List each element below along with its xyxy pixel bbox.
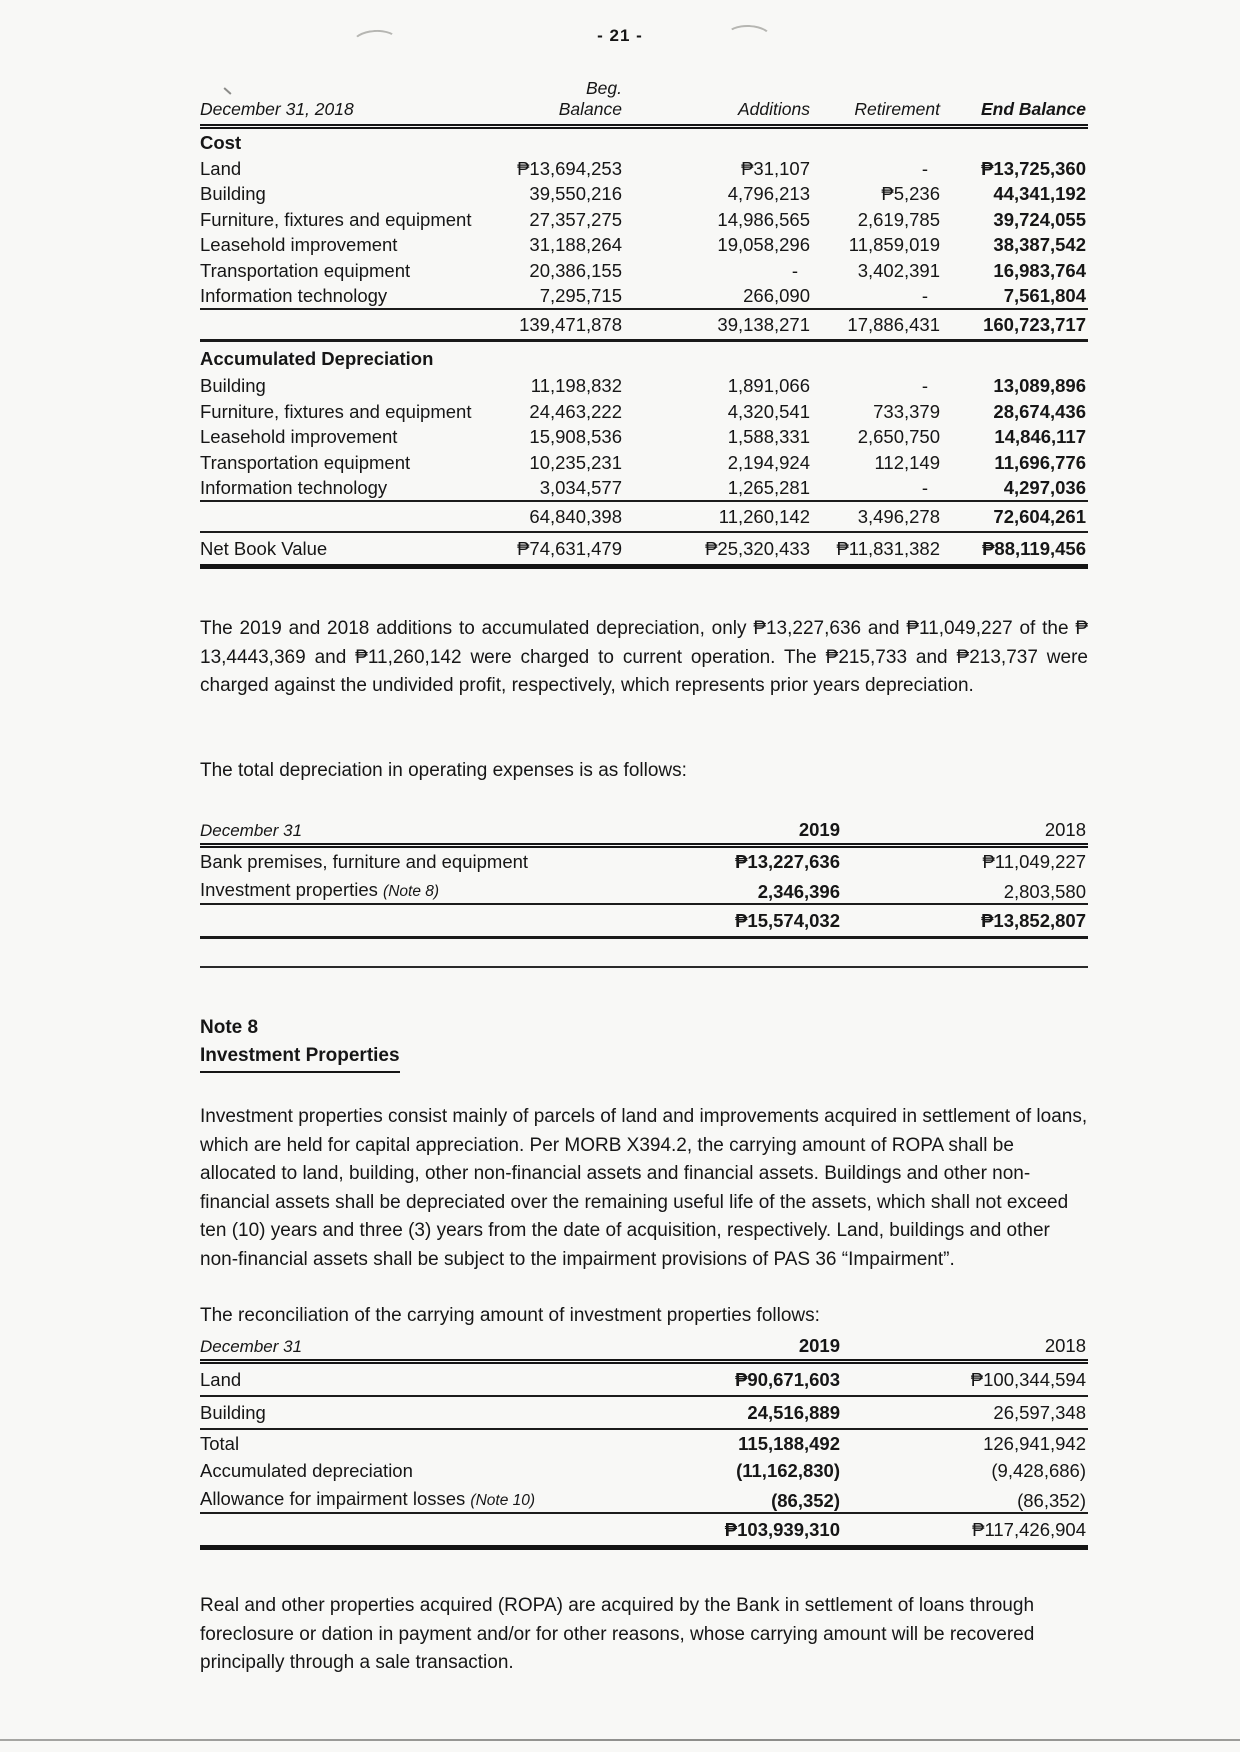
beg-balance-total: 139,471,878 <box>519 314 622 336</box>
beg-balance-value: 10,235,231 <box>529 451 622 473</box>
table-row <box>200 475 1088 500</box>
note-reference: (Note 10) <box>470 1491 536 1509</box>
end-balance-value: 4,297,036 <box>1003 476 1086 498</box>
section-title-label: Cost <box>200 132 242 153</box>
beg-balance-value: ₱74,631,479 <box>517 538 622 560</box>
retirement-value: 112,149 <box>874 451 940 473</box>
additions-value: 4,796,213 <box>727 183 810 205</box>
value-2019: 115,188,492 <box>738 1432 840 1454</box>
retirement-value: - <box>921 375 928 397</box>
table-row <box>200 1397 1088 1430</box>
table-row <box>200 399 1088 424</box>
column-header-2019: 2019 <box>798 1334 840 1356</box>
retirement-value: ₱5,236 <box>881 183 940 205</box>
additions-total: 39,138,271 <box>717 314 810 336</box>
retirement-value: ₱11,831,382 <box>836 538 940 560</box>
table-row <box>200 156 1088 181</box>
row-label: Leasehold improvement <box>200 426 398 448</box>
column-header-retirement: Retirement <box>854 99 940 119</box>
section-title-cost <box>200 129 1088 156</box>
ropa-paragraph: Real and other properties acquired (ROPA) are acquired by the Bank in settlement of loans through foreclosure or dation in payment and/or for other reasons, whose carrying amount will be recovered principally through a sale transaction. <box>200 1595 1035 1674</box>
net-book-value-row <box>200 533 1088 569</box>
ppe-rollforward-table <box>200 78 1088 569</box>
row-label: Building <box>200 375 266 397</box>
additions-value: ₱31,107 <box>741 158 810 179</box>
value-2018: 2,803,580 <box>1003 880 1086 902</box>
cost-total-row <box>200 310 1088 342</box>
table-header-row <box>200 819 1088 848</box>
additions-value: 4,320,541 <box>727 400 810 422</box>
row-label: Bank premises, furniture and equipment <box>200 851 529 873</box>
table-row <box>200 373 1088 398</box>
column-header-additions: Additions <box>738 99 810 119</box>
table-row <box>200 450 1088 475</box>
row-label: Furniture, fixtures and equipment <box>200 208 472 230</box>
value-2018: (86,352) <box>1017 1489 1086 1511</box>
retirement-total: 3,496,278 <box>857 506 940 528</box>
row-label: Total <box>200 1432 240 1454</box>
row-label: Accumulated depreciation <box>200 1460 413 1482</box>
note8-paragraph: Investment properties consist mainly of parcels of land and improvements acquired in settlement of loans, which are held for capital appreciation. Per MORB X394.2, the carrying amount of ROPA shall be allocated to land, building, other non-financial assets and financial assets. Buildings and other non-financial assets shall be depreciated over the remaining useful life of the assets, which shall not exceed ten (10) years and three (3) years from the date of acquisition, respectively. Land, buildings and other non-financial assets shall be subject to the impairment provisions of PAS 36 “Impairment”. <box>200 1106 1088 1270</box>
end-balance-value: 38,387,542 <box>993 234 1086 256</box>
note8-heading <box>200 1014 1088 1073</box>
beg-balance-value: ₱13,694,253 <box>517 158 622 179</box>
end-balance-value: 13,089,896 <box>993 375 1086 397</box>
beg-balance-value: 20,386,155 <box>529 259 622 281</box>
table-row <box>200 207 1088 232</box>
table-row <box>200 1364 1088 1397</box>
value-2019: ₱13,227,636 <box>735 851 840 873</box>
column-header-2019: 2019 <box>798 819 840 841</box>
table-row <box>200 1430 1088 1458</box>
beg-balance-value: 24,463,222 <box>529 400 622 422</box>
column-header-end-balance: End Balance <box>980 99 1086 119</box>
accumulated-depreciation-total-row <box>200 502 1088 533</box>
row-label <box>200 876 580 906</box>
column-header-date: December 31 <box>200 821 303 841</box>
value-2018: 26,597,348 <box>993 1401 1086 1423</box>
row-label: Building <box>200 183 266 205</box>
additions-value: 19,058,296 <box>717 234 810 256</box>
retirement-value: - <box>921 158 928 179</box>
beg-balance-value: 31,188,264 <box>529 234 622 256</box>
retirement-value: 3,402,391 <box>857 259 940 281</box>
end-balance-value: ₱88,119,456 <box>982 538 1086 560</box>
total-2019: ₱15,574,032 <box>735 910 840 932</box>
page-number: - 21 - <box>597 26 643 45</box>
value-2018: 126,941,942 <box>983 1432 1086 1454</box>
total-2019: ₱103,939,310 <box>724 1519 840 1541</box>
value-2018: ₱100,344,594 <box>970 1368 1086 1390</box>
investment-properties-table <box>200 1335 1088 1551</box>
row-label-text: Investment properties <box>200 878 378 900</box>
row-label: Land <box>200 158 242 179</box>
table-row <box>200 232 1088 257</box>
value-2019: 2,346,396 <box>757 880 840 902</box>
total-depreciation-intro: The total depreciation in operating expenses is as follows: <box>200 759 687 781</box>
row-label: Leasehold improvement <box>200 234 398 256</box>
row-label <box>200 1485 580 1515</box>
reconciliation-intro: The reconciliation of the carrying amount of investment properties follows: <box>200 1305 820 1327</box>
value-2018: (9,428,686) <box>991 1460 1086 1482</box>
value-2019: (11,162,830) <box>736 1460 840 1482</box>
beg-label-line1: Beg. <box>586 78 622 98</box>
table-row <box>200 1485 1088 1515</box>
row-label: Building <box>200 1401 266 1423</box>
value-2019: ₱90,671,603 <box>735 1368 840 1390</box>
table-header-row <box>200 78 1088 129</box>
column-header-2018: 2018 <box>1044 1334 1086 1356</box>
beg-balance-value: 11,198,832 <box>530 375 622 397</box>
table-row <box>200 424 1088 449</box>
beg-balance-value: 15,908,536 <box>529 426 622 448</box>
additions-value: 1,891,066 <box>727 375 810 397</box>
row-label: Furniture, fixtures and equipment <box>200 400 472 422</box>
beg-balance-value: 39,550,216 <box>529 183 622 205</box>
beg-balance-total: 64,840,398 <box>529 506 622 528</box>
end-balance-value: 11,696,776 <box>994 451 1086 473</box>
end-balance-value: ₱13,725,360 <box>981 158 1086 179</box>
value-2019: (86,352) <box>771 1489 840 1511</box>
end-balance-value: 28,674,436 <box>993 400 1086 422</box>
note8-subtitle: Investment Properties <box>200 1042 400 1073</box>
value-2019: 24,516,889 <box>747 1401 840 1423</box>
page-bottom-scan-line <box>0 1739 1240 1741</box>
retirement-value: 2,650,750 <box>857 426 940 448</box>
depreciation-note-paragraph: The 2019 and 2018 additions to accumulated depreciation, only ₱13,227,636 and ₱11,049,227 of the ₱ 13,4443,369 and ₱11,260,142 were charged to current operation. The ₱215,733 and ₱213,737 were charged against the undivided profit, respectively, which represents prior years depreciation. <box>200 618 1088 697</box>
section-title-accumulated-depreciation <box>200 342 1088 373</box>
row-label: Information technology <box>200 284 388 306</box>
table-row <box>200 1457 1088 1485</box>
total-depreciation-table <box>200 819 1088 939</box>
table-total-row <box>200 905 1088 939</box>
table-row <box>200 848 1088 876</box>
additions-total: 11,260,142 <box>718 506 810 528</box>
table-row <box>200 258 1088 283</box>
additions-value: - <box>791 259 798 281</box>
additions-value: 1,588,331 <box>727 426 810 448</box>
retirement-value: - <box>921 476 928 498</box>
row-label: Information technology <box>200 476 388 498</box>
additions-value: ₱25,320,433 <box>705 538 810 560</box>
end-balance-value: 14,846,117 <box>994 426 1086 448</box>
section-divider-line <box>200 966 1088 968</box>
end-balance-value: 44,341,192 <box>993 183 1086 205</box>
table-total-row <box>200 1514 1088 1550</box>
beg-label-line2: Balance <box>558 99 622 119</box>
beg-balance-value: 27,357,275 <box>529 208 622 230</box>
additions-value: 266,090 <box>743 284 810 306</box>
total-2018: ₱117,426,904 <box>972 1519 1086 1541</box>
column-header-beg-balance <box>480 78 622 120</box>
retirement-value: 733,379 <box>873 400 940 422</box>
page-content <box>200 0 1088 1678</box>
section-title-label: Accumulated Depreciation <box>200 348 434 370</box>
retirement-value: - <box>921 284 928 306</box>
table-row <box>200 283 1088 308</box>
end-balance-total: 72,604,261 <box>993 506 1086 528</box>
end-balance-total: 160,723,717 <box>983 314 1086 336</box>
row-label: Transportation equipment <box>200 259 411 281</box>
value-2018: ₱11,049,227 <box>982 851 1086 873</box>
end-balance-value: 7,561,804 <box>1003 284 1086 306</box>
table-row <box>200 181 1088 206</box>
note-reference: (Note 8) <box>383 882 440 900</box>
beg-balance-value: 3,034,577 <box>539 476 622 498</box>
note8-title: Note 8 <box>200 1017 259 1039</box>
row-label-text: Allowance for impairment losses <box>200 1487 466 1509</box>
cost-rows-group <box>200 156 1088 310</box>
column-header-date: December 31 <box>200 1336 303 1356</box>
additions-value: 14,986,565 <box>717 208 810 230</box>
row-label: Net Book Value <box>200 538 328 560</box>
end-balance-value: 39,724,055 <box>993 208 1086 230</box>
row-label: Transportation equipment <box>200 451 411 473</box>
table-header-row <box>200 1335 1088 1364</box>
beg-balance-value: 7,295,715 <box>539 284 622 306</box>
table-row <box>200 876 1088 906</box>
additions-value: 2,194,924 <box>727 451 810 473</box>
row-label: Land <box>200 1368 242 1390</box>
total-2018: ₱13,852,807 <box>981 910 1086 932</box>
accumulated-depreciation-rows-group <box>200 373 1088 502</box>
retirement-value: 11,859,019 <box>848 234 940 256</box>
end-balance-value: 16,983,764 <box>993 259 1086 281</box>
column-header-date: December 31, 2018 <box>200 99 354 119</box>
retirement-total: 17,886,431 <box>847 314 940 336</box>
retirement-value: 2,619,785 <box>857 208 940 230</box>
additions-value: 1,265,281 <box>727 476 810 498</box>
column-header-2018: 2018 <box>1044 819 1086 841</box>
